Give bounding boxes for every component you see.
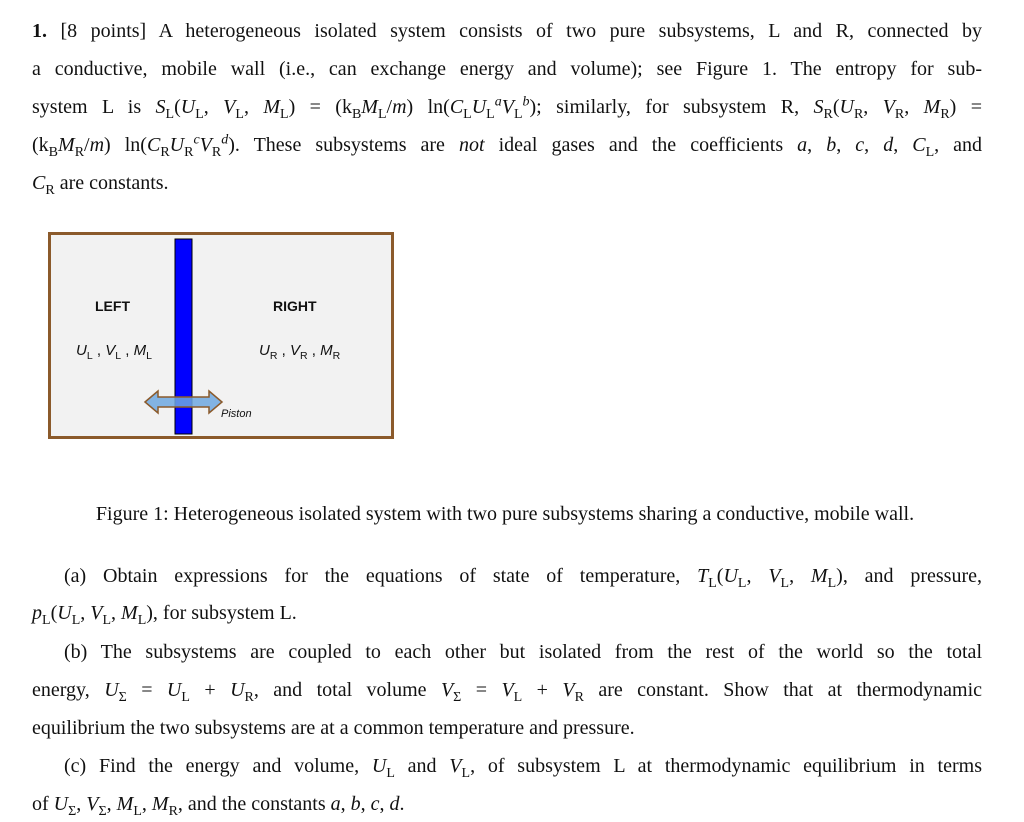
problem-line: 1. [8 points] A heterogeneous isolated system consists of two pure subsystems, L and R, connected by [32,20,982,42]
piston-label: Piston [221,408,252,420]
piston-graphic [51,235,391,436]
part-b-line: equilibrium the two subsystems are at a common temperature and pressure. [32,717,635,739]
right-label: RIGHT [273,298,317,314]
left-label: LEFT [95,298,130,314]
part-a-line: (a) Obtain expressions for the equations of state of temperature, $T_L(U_L$, $V_L$, $M_L$), and pressure, [64,565,982,591]
left-variables: $U_L$ , $V_L$ , $M_L$ [76,342,152,362]
part-c-line: (c) Find the energy and volume, $U_L$ and $V_L$, of subsystem L at thermodynamic equilibrium in terms [64,755,982,781]
problem-line: system L is $S_L(U_L$, $V_L$, $M_L) = (k_BM_L/m)$ $\ln(C_LU_L^aV_L^b)$; similarly, for subsystem R, $S_R(U_R$, $V_R$, $M_R$) = [32,94,982,122]
right-variables: $U_R$ , $V_R$ , $M_R$ [259,342,341,362]
part-c-line: of $U_\Sigma$, $V_\Sigma$, $M_L$, $M_R$, and the constants a, b, c, d. [32,793,405,819]
part-b-line: (b) The subsystems are coupled to each other but isolated from the rest of the world so the total [64,641,982,663]
part-a-line: $p_L(U_L$, $V_L$, $M_L$), for subsystem L. [32,602,297,628]
problem-line: a conductive, mobile wall (i.e., can exchange energy and volume); see Figure 1. The entropy for sub- [32,58,982,80]
figure-1-diagram [48,232,394,439]
part-b-line: energy, $U_\Sigma = U_L + U_R$, and total volume $V_\Sigma = V_L + V_R$ are constant. Show that at thermodynamic [32,679,983,705]
figure-caption: Figure 1: Heterogeneous isolated system with two pure subsystems sharing a conductive, mobile wall. [95,503,915,525]
problem-line: $C_R$ are constants. [32,172,169,198]
problem-line: $(k_BM_R/m)$ $\ln(C_RU_R^cV_R^d)$. These subsystems are not ideal gases and the coefficients a, b, c, d, $C_L$, and [32,132,983,160]
